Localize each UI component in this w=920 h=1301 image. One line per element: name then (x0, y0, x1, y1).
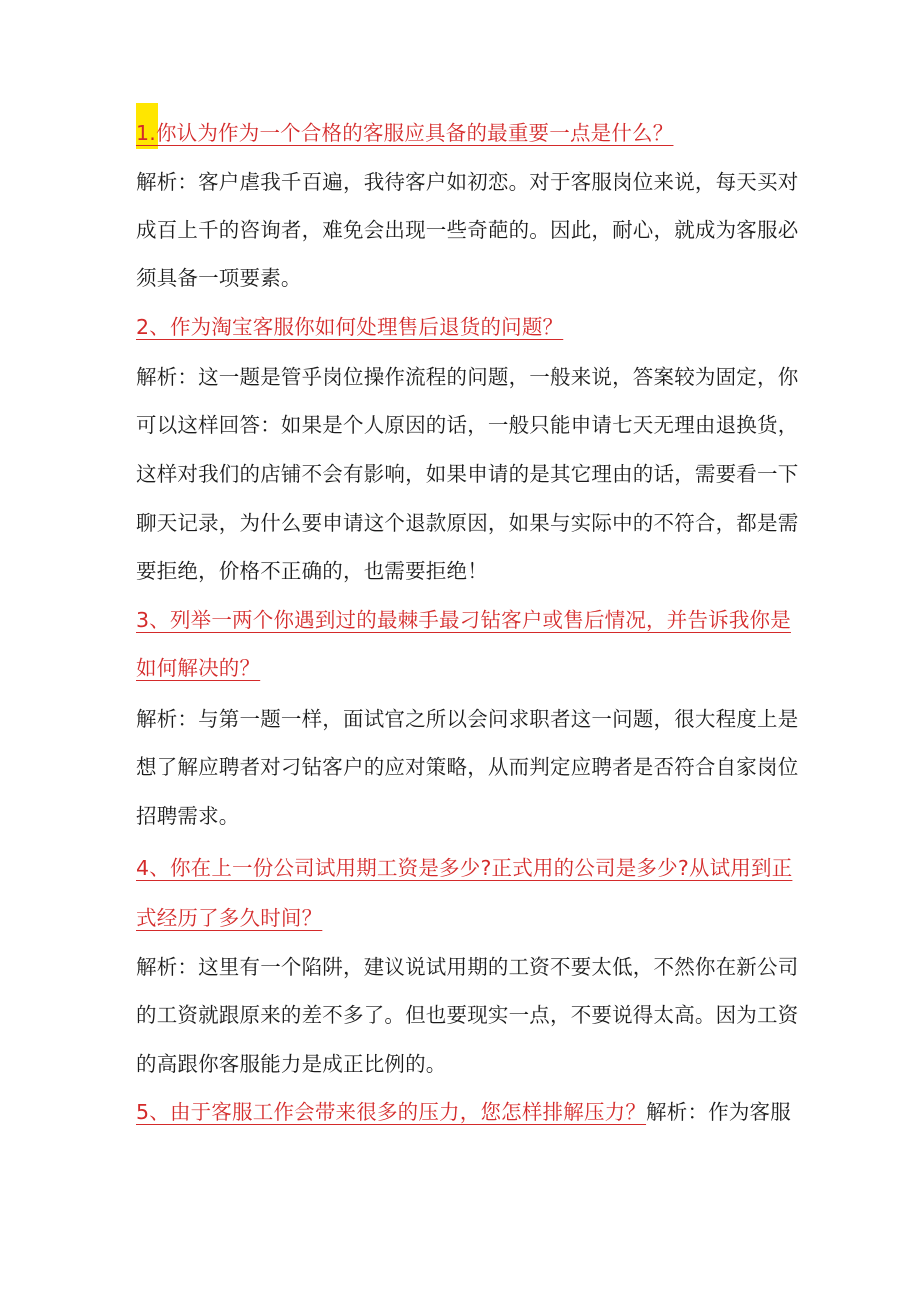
answer-2-line-3: 这样对我们的店铺不会有影响，如果申请的是其它理由的话，需要看一下 (136, 462, 799, 486)
question-3-text-2: 如何解决的？ (136, 656, 261, 680)
question-2-text: 2、作为淘宝客服你如何处理售后退货的问题？ (136, 315, 564, 339)
answer-2-line-1: 解析：这一题是管乎岗位操作流程的问题，一般来说，答案较为固定，你 (136, 365, 799, 389)
answer-1-line-2: 成百上千的咨询者，难免会出现一些奇葩的。因此，耐心，就成为客服必 (136, 218, 799, 242)
answer-1-line-3: 须具备一项要素。 (136, 266, 302, 290)
question-5-text: 5、由于客服工作会带来很多的压力，您怎样排解压力？ (136, 1100, 647, 1124)
answer-2-line-4: 聊天记录，为什么要申请这个退款原因，如果与实际中的不符合，都是需 (136, 511, 799, 535)
question-5-line (136, 1097, 791, 1127)
question-4-text-1: 4、你在上一份公司试用期工资是多少?正式用的公司是多少?从试用到正 (136, 856, 793, 880)
question-4-line-2 (136, 903, 322, 933)
question-1-text: 1.你认为作为一个合格的客服应具备的最重要一点是什么？ (136, 121, 674, 145)
question-4-text-2: 式经历了多久时间？ (136, 906, 323, 930)
answer-3-line-2: 想了解应聘者对刁钻客户的应对策略，从而判定应聘者是否符合自家岗位 (136, 755, 799, 779)
question-3-text-1: 3、列举一两个你遇到过的最棘手最刁钻客户或售后情况，并告诉我你是 (136, 608, 791, 632)
answer-2-line-2: 可以这样回答：如果是个人原因的话，一般只能申请七天无理由退换货， (136, 413, 799, 437)
answer-4-line-3: 的高跟你客服能力是成正比例的。 (136, 1052, 447, 1076)
answer-5-start: 解析：作为客服 (646, 1100, 791, 1124)
answer-1-line-1: 解析：客户虐我千百遍，我待客户如初恋。对于客服岗位来说，每天买对 (136, 170, 799, 194)
answer-4-line-1: 解析：这里有一个陷阱，建议说试用期的工资不要太低，不然你在新公司 (136, 955, 799, 979)
answer-4-line-2: 的工资就跟原来的差不多了。但也要现实一点，不要说得太高。因为工资 (136, 1003, 799, 1027)
question-2 (136, 312, 563, 342)
answer-3-line-3: 招聘需求。 (136, 804, 240, 828)
answer-3-line-1: 解析：与第一题一样，面试官之所以会问求职者这一问题，很大程度上是 (136, 707, 799, 731)
question-3-line-2 (136, 653, 260, 683)
answer-2-line-5: 要拒绝，价格不正确的，也需要拒绝！ (136, 559, 488, 583)
question-3-line-1 (136, 605, 791, 635)
question-4-line-1 (136, 853, 792, 883)
question-1 (136, 118, 673, 148)
